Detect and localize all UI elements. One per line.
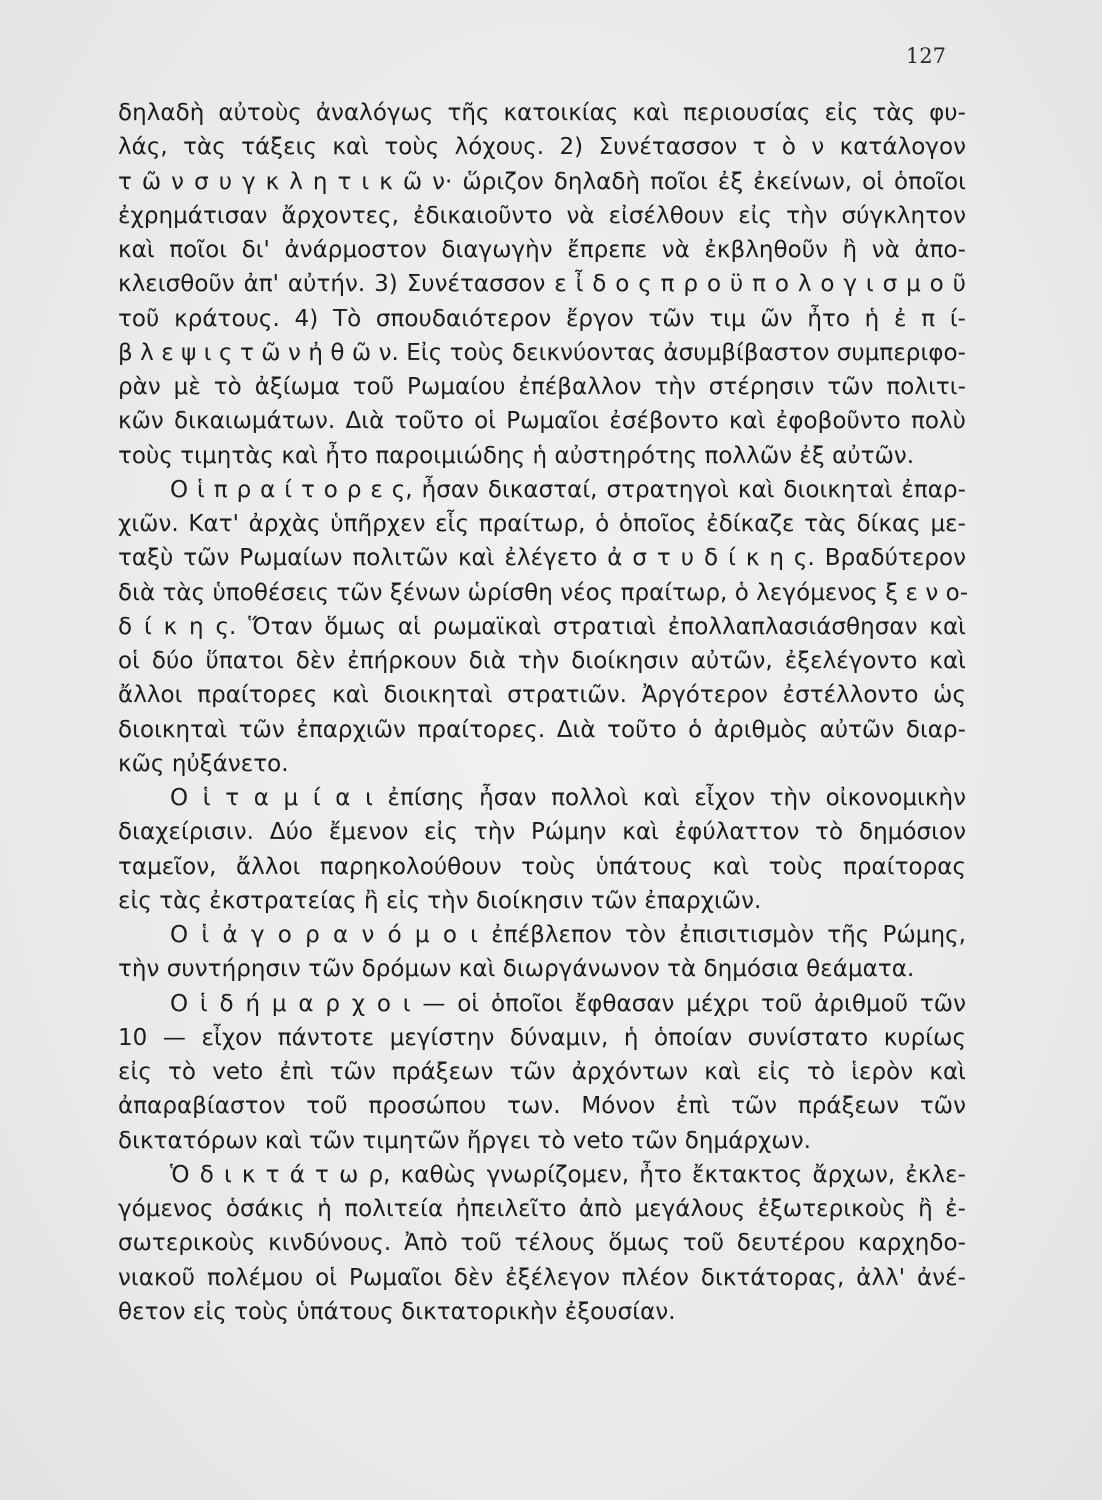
text-line: γόμενος ὁσάκις ἡ πολιτεία ἠπειλεῖτο ἀπὸ μεγάλους ἐξωτερικοὺς ἢ ἐ- xyxy=(118,1196,966,1222)
body-text xyxy=(118,96,969,1329)
text-line: εἰς τὰς ἐκστρατείας ἢ εἰς τὴν διοίκησιν τῶν ἐπαρχιῶν. xyxy=(118,887,762,914)
text-line: Ο ἱ π ρ α ί τ ο ρ ε ς, ἦσαν δικασταί, στρατηγοὶ καὶ διοικηταὶ ἐπαρ- xyxy=(170,476,966,503)
paragraph-aediles xyxy=(118,918,966,987)
text-line: ἀπαραβίαστον τοῦ προσώπου των. Μόνον ἐπὶ τῶν πράξεων τῶν xyxy=(118,1093,966,1120)
text-line: οἱ δύο ὕπατοι δὲν ἐπήρκουν διὰ τὴν διοίκησιν αὐτῶν, ἐξελέγοντο καὶ xyxy=(118,648,966,674)
text-line: ἄλλοι πραίτορες καὶ διοικηταὶ στρατιῶν. Ἀργότερον ἐστέλλοντο ὡς xyxy=(118,682,966,709)
text-line: Ο ἱ ἀ γ ο ρ α ν ό μ ο ι ἐπέβλεπον τὸν ἐπισιτισμὸν τῆς Ρώμης, xyxy=(170,922,966,948)
text-line: Ο ἱ δ ή μ α ρ χ ο ι — οἱ ὁποῖοι ἔφθασαν μέχρι τοῦ ἀριθμοῦ τῶν xyxy=(170,990,966,1017)
text-line: τὴν συντήρησιν τῶν δρόμων καὶ διωργάνωνον τὰ δημόσια θεάματα. xyxy=(118,956,915,983)
text-line: κλεισθοῦν ἀπ' αὐτήν. 3) Συνέτασσον ε ἶ δ ο ς π ρ ο ϋ π ο λ ο γ ι σ μ ο ῦ xyxy=(118,271,966,298)
paragraph-dictator xyxy=(118,1158,966,1329)
text-line: δ ί κ η ς. Ὅταν ὅμως αἱ ρωμαϊκαὶ στρατιαὶ ἐπολλαπλασιάσθησαν καὶ xyxy=(118,613,966,640)
paragraph-praetors xyxy=(118,473,969,781)
text-line: ρὰν μὲ τὸ ἀξίωμα τοῦ Ρωμαίου ἐπέβαλλον τὴν στέρησιν τῶν πολιτι- xyxy=(118,374,966,400)
text-line: λάς, τὰς τάξεις καὶ τοὺς λόχους. 2) Συνέτασσον τ ὸ ν κατάλογον xyxy=(118,134,966,161)
text-line: διαχείρισιν. Δύο ἔμενον εἰς τὴν Ρώμην καὶ ἐφύλαττον τὸ δημόσιον xyxy=(118,819,966,846)
text-line: Ὁ δ ι κ τ ά τ ω ρ, καθὼς γνωρίζομεν, ἦτο ἔκτακτος ἄρχων, ἐκλε- xyxy=(170,1161,966,1188)
page-number: 127 xyxy=(905,44,946,68)
text-line: τ ῶ ν σ υ γ κ λ η τ ι κ ῶ ν· ὥριζον δηλαδὴ ποῖοι ἐξ ἐκείνων, οἱ ὁποῖοι xyxy=(118,168,966,195)
text-line: τοὺς τιμητὰς καὶ ἦτο παροιμιώδης ἡ αὐστηρότης πολλῶν ἐξ αὐτῶν. xyxy=(118,442,915,469)
text-line: τοῦ κράτους. 4) Τὸ σπουδαιότερον ἔργον τῶν τιμ ῶν ἦτο ἡ ἐ π ί- xyxy=(118,305,966,332)
text-line: εἰς τὸ veto ἐπὶ τῶν πράξεων τῶν ἀρχόντων καὶ εἰς τὸ ἱερὸν καὶ xyxy=(118,1059,966,1085)
text-line: θετον εἰς τοὺς ὑπάτους δικτατορικὴν ἐξουσίαν. xyxy=(118,1298,676,1325)
text-line: σωτερικοὺς κινδύνους. Ἀπὸ τοῦ τέλους ὅμως τοῦ δευτέρου καρχηδο- xyxy=(118,1230,966,1257)
text-line: ταξὺ τῶν Ρωμαίων πολιτῶν καὶ ἐλέγετο ἀ σ τ υ δ ί κ η ς. Βραδύτερον xyxy=(118,545,966,572)
text-line: κῶν δικαιωμάτων. Διὰ τοῦτο οἱ Ρωμαῖοι ἐσέβοντο καὶ ἐφοβοῦντο πολὺ xyxy=(118,408,966,435)
text-line: διὰ τὰς ὑποθέσεις τῶν ξένων ὡρίσθη νέος πραίτωρ, ὁ λεγόμενος ξ ε ν ο- xyxy=(118,579,969,606)
text-line: 10 — εἶχον πάντοτε μεγίστην δύναμιν, ἡ ὁποίαν συνίστατο κυρίως xyxy=(118,1024,966,1051)
text-line: β λ ε ψ ι ς τ ῶ ν ἠ θ ῶ ν. Εἰς τοὺς δεικνύοντας ἀσυμβίβαστον συμπεριφο- xyxy=(118,339,966,366)
text-line: ταμεῖον, ἄλλοι παρηκολούθουν τοὺς ὑπάτους καὶ τοὺς πραίτορας xyxy=(118,853,966,880)
paragraph-tribunes xyxy=(118,987,966,1158)
text-line: Ο ἱ τ α μ ί α ι ἐπίσης ἦσαν πολλοὶ καὶ εἶχον τὴν οἰκονομικὴν xyxy=(170,785,966,811)
text-line: κῶς ηὐξάνετο. xyxy=(118,750,289,777)
text-line: δηλαδὴ αὐτοὺς ἀναλόγως τῆς κατοικίας καὶ περιουσίας εἰς τὰς φυ- xyxy=(118,100,966,126)
text-line: δικτατόρων καὶ τῶν τιμητῶν ἤργει τὸ veto τῶν δημάρχων. xyxy=(118,1127,811,1154)
text-line: διοικηταὶ τῶν ἐπαρχιῶν πραίτορες. Διὰ τοῦτο ὁ ἀριθμὸς αὐτῶν διαρ- xyxy=(118,716,966,743)
text-line: ἐχρημάτισαν ἄρχοντες, ἐδικαιοῦντο νὰ εἰσέλθουν εἰς τὴν σύγκλητον xyxy=(118,202,966,229)
text-line: νιακοῦ πολέμου οἱ Ρωμαῖοι δὲν ἐξέλεγον πλέον δικτάτορας, ἀλλ' ἀνέ- xyxy=(118,1264,966,1291)
text-line: χιῶν. Κατ' ἀρχὰς ὑπῆρχεν εἷς πραίτωρ, ὁ ὁποῖος ἐδίκαζε τὰς δίκας με- xyxy=(118,511,966,537)
text-line: καὶ ποῖοι δι' ἀνάρμοστον διαγωγὴν ἔπρεπε νὰ ἐκβληθοῦν ἢ νὰ ἀπο- xyxy=(118,237,966,263)
paragraph-quaestors xyxy=(118,781,966,918)
paragraph-censors xyxy=(118,96,966,473)
